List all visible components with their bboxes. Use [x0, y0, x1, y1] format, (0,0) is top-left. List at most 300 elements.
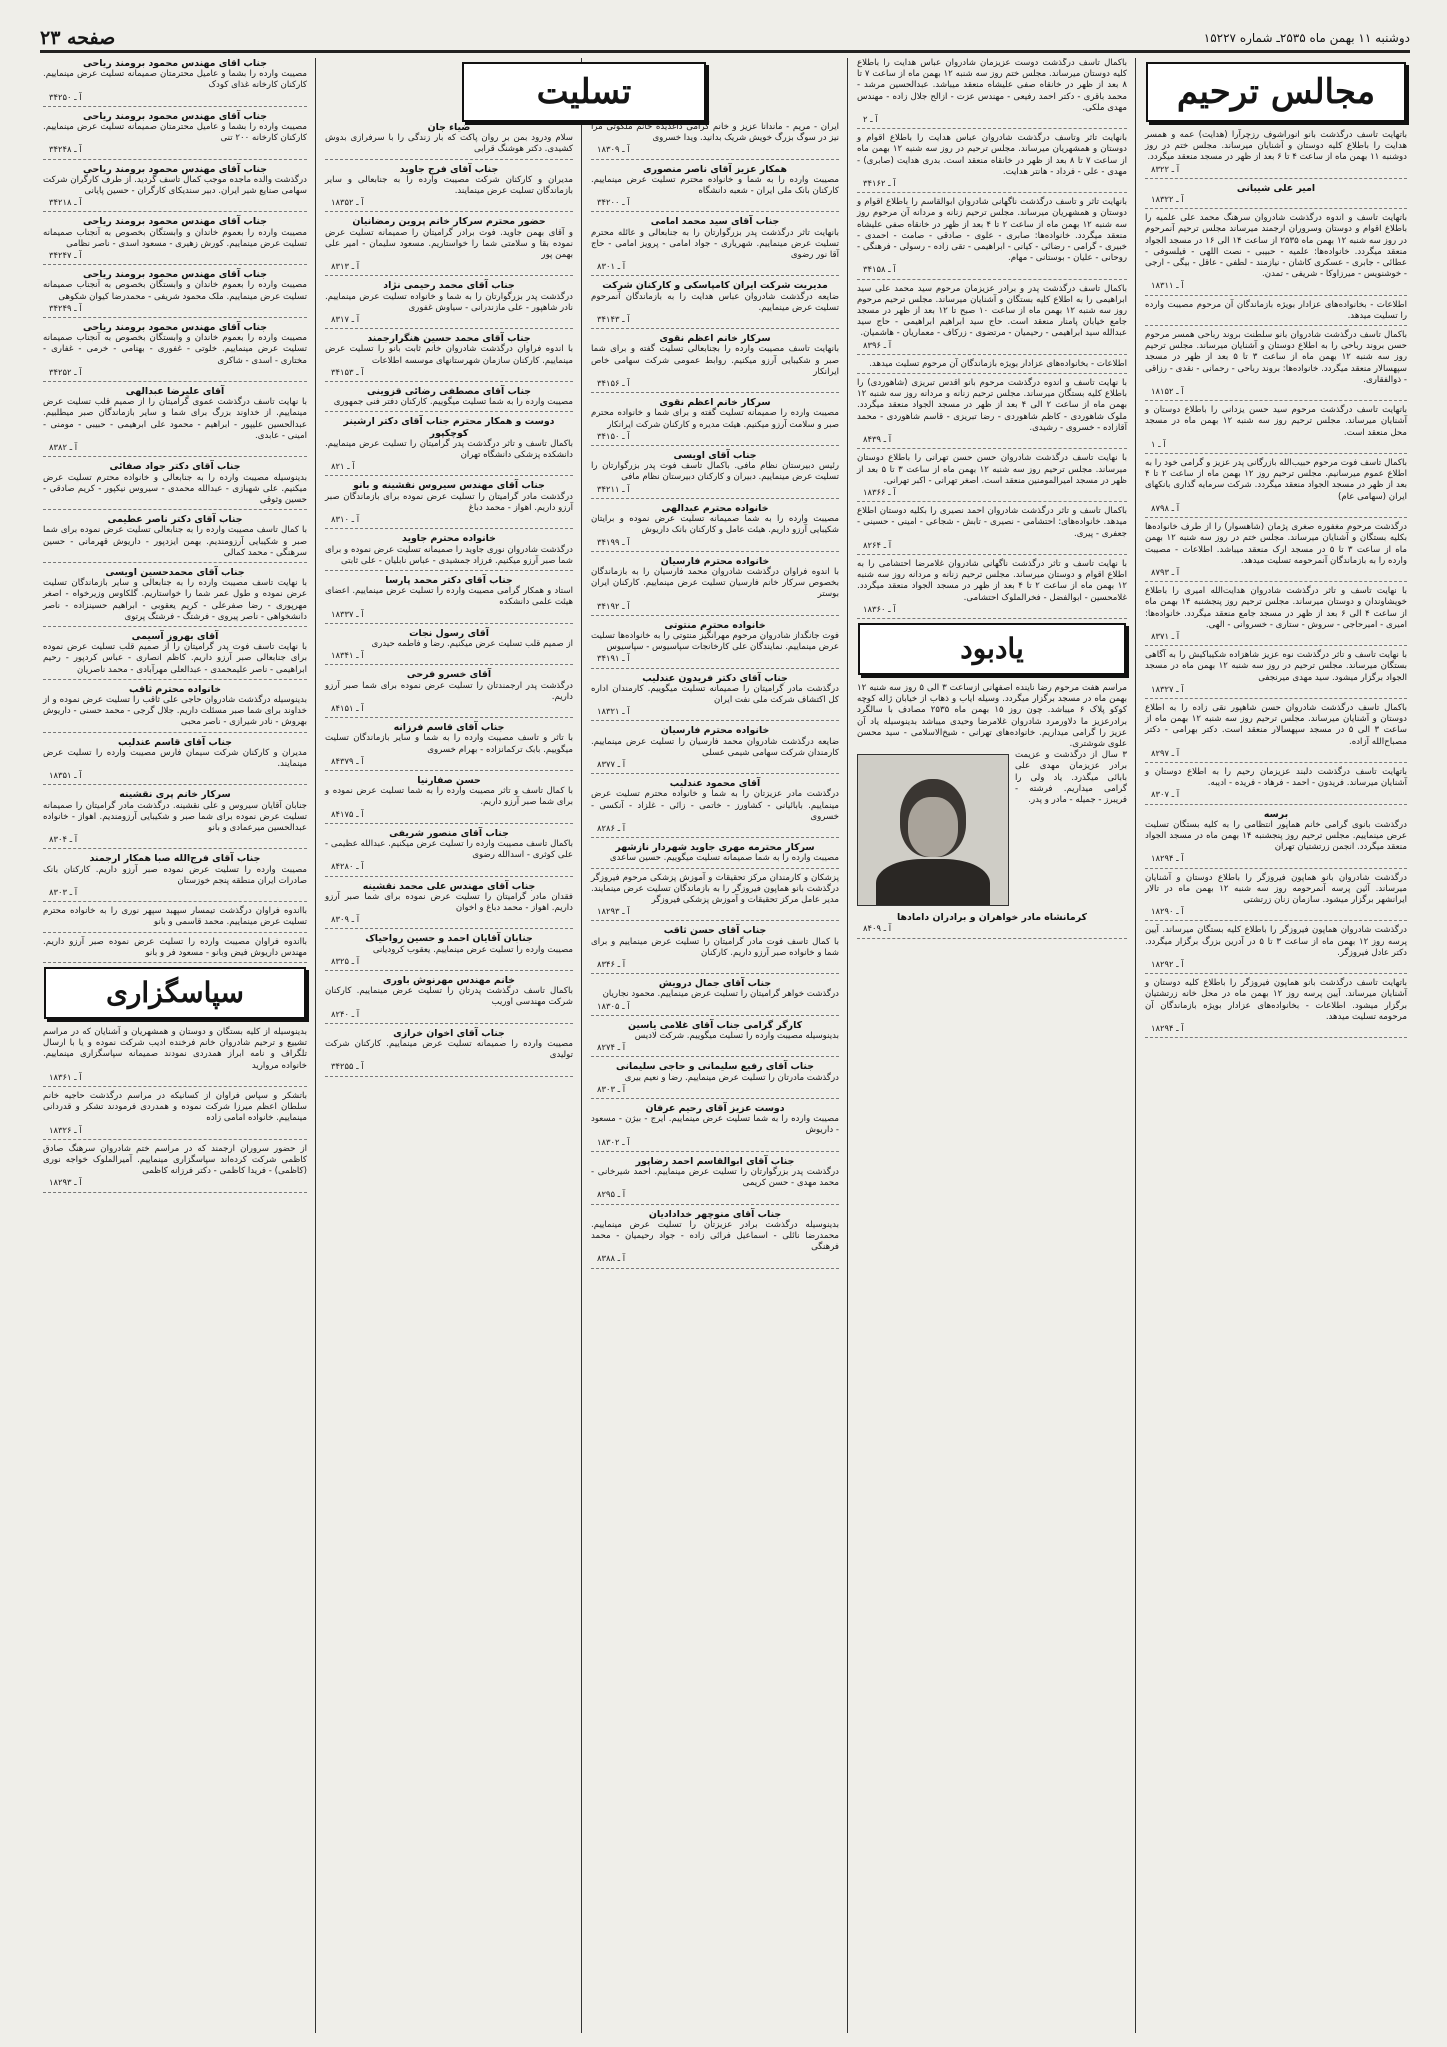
ad-code: آ ـ ۳۴۱۹۱	[597, 653, 630, 664]
ad-code: آ ـ ۱۸۲۹۴	[1151, 853, 1184, 864]
notice-text: با کمال تاسف مصیبت وارده را به جنابعالی تسلیت عرض نموده برای شما صبر و شکیبایی آرزومندیم. بهمن ایزدپور - داریوش قهرمانی - حسین سرهنگی - محمد کمالی	[43, 525, 307, 558]
notice-text: بدینوسیله مصیبت وارده را تسلیت میگوییم. شرکت لادیس	[634, 1031, 839, 1042]
ad-code: آ ـ ۱۸۳۲۱	[597, 706, 630, 717]
ad-code: آ ـ ۸۴۲۸۰	[331, 861, 364, 872]
ad-code: آ ـ ۸۷۹۳	[1151, 566, 1180, 577]
notice	[1145, 650, 1407, 699]
notice-text: باکمال تاسف مصیبت وارده را تسلیت عرض میکنیم. عبدالله عظیمی - علی کوثری - اسدالله رضوی	[325, 838, 573, 861]
notice-heading: جناب آقای قاسم فرزانه	[393, 722, 505, 734]
notice-heading: همکار عزیز آقای ناصر منصوری	[643, 163, 787, 175]
ad-code: آ ـ ۱۸۳۴۱	[331, 650, 364, 661]
notice	[43, 1144, 307, 1193]
notice-text: درگذشت بانوی گرامی خانم هماپور انتظامی را به کلیه بستگان تسلیت عرض مینماییم. مجلس ترحیم روز پنجشنبه ۱۴ بهمن ماه در مسجد الجواد منعقد میگردد. انجمن زرتشتیان تهران	[1145, 819, 1407, 853]
notice-text: مصیبت وارده را تسلیت عرض مینماییم. یعقوب کرودیانی	[372, 944, 573, 955]
notice	[43, 386, 307, 457]
notice-heading: جناب آقای مهندس محمود برومند ریاحی	[83, 269, 267, 281]
notice	[857, 284, 1127, 355]
notice	[591, 1156, 839, 1205]
notice-list	[40, 58, 310, 963]
notice-text: مصیبت وارده را به شما صمیمانه تسلیت عرض نموده و برایتان شکیبایی آرزو داریم. هیئت عامل و کارکنان بانک داریوش	[591, 514, 839, 536]
notice-list	[854, 58, 1130, 619]
notice-heading: جناب آقای منوچهر خداداديان	[648, 1208, 782, 1220]
ad-code: آ ـ ۸۳۲۲	[1151, 163, 1180, 174]
ad-code: آ ـ ۸۷۹۸	[1151, 502, 1180, 513]
page-number: صفحه ۲۳	[40, 27, 116, 49]
notice-heading: برسه	[1263, 808, 1289, 820]
notice	[1145, 130, 1407, 179]
notice-heading: جناب آقای دکتر جواد صفائی	[109, 461, 241, 473]
notice-text: با نهایت تاسف فوت پدر گرامیتان را از صمیم قلب تسلیت عرض نموده برای جنابعالی صبر آرزو داریم. کاظم انصاری - عباس کردپور - رحیم ابراهیمی - ناصر علیمحمدی - عبدالعلی مهرآبادی - محمد ناصریان	[43, 642, 307, 675]
notice-list	[40, 1027, 310, 1193]
notice-text: باتهایت تاسف درگذشت دلبند عزیزمان رحیم را به اطلاع دوستان و آشنایان میرساند. فریدون - احمد - فرهاد - فریده - ادیبه.	[1145, 766, 1407, 789]
notice-heading: جناب آقای سید محمد امامی	[650, 216, 780, 228]
notice-text: با کمال تاسف و تاثر مصیبت وارده را به شما تسلیت عرض نموده و برای شما صبر آرزو داریم.	[325, 786, 573, 808]
notice-text: با اندوه فراوان درگذشت شادروان خانم ثابت بانو را تسلیت عرض مینماییم. کارکنان سازمان شهرستانهای موسسه اطلاعات	[325, 344, 573, 366]
notice	[591, 725, 839, 774]
notice-text: با نهایت تاسف مصیبت وارده را به جنابعالی و سایر بازماندگان تسلیت عرض نموده و طول عمر شما را خواستاریم. گلکاوس وزیرخواه - اصغر مهرپوری - رضا صفرعلی - کریم یعقوبی - ابراهیم حسینزاده - ناصر دانشخواهی - ناصر پیروی - فرشتگ - فرشتگ پرتوی	[43, 578, 307, 622]
notice	[43, 567, 307, 627]
notice-text: بانهایت تاثر درگذشت پدر بزرگوارتان را به جنابعالی و عائله محترم تسلیت عرض مینماییم. شهریاری - جواد امامی - پرویز امامی - حاج آقا نور رضوی	[591, 227, 839, 261]
notice-list	[588, 122, 842, 1269]
notice-text: با اندوه فراوان درگذشت شادروان محمد فارسیان را به بازماندگان بخصوص سرکار خانم فارسیان تسلیت عرض مینماییم. کارکنان ایران بوستر	[591, 566, 839, 600]
notice-text: استاد و همکار گرامی مصیبت وارده را تسلیت عرض مینماییم. اعضای هیئت علمی دانشکده	[325, 586, 573, 608]
notice	[591, 978, 839, 1016]
notice	[325, 669, 573, 718]
notice	[1145, 522, 1407, 582]
notice	[1145, 767, 1407, 805]
notice-text: سلام ودرود بمن بر روان پاکت که بار زندگی را با سرفرازی بدوش کشیدی. دکتر هوشنگ قرابی	[325, 133, 573, 155]
notice-text: مصیبت وارده را بعموم خاندان و وابستگان بخصوص به آنجناب صمیمانه تسلیت عرض مینماییم. کورش زهیری - مسعود اسدی - ناصر نظامی	[43, 227, 307, 249]
notice	[325, 416, 573, 476]
notice	[591, 842, 839, 868]
notice	[1145, 183, 1407, 209]
ad-code: آ ـ ۸۴۳۹	[863, 434, 892, 445]
notice	[43, 322, 307, 382]
ad-code: آ ـ ۱۸۲۹۴	[1151, 1023, 1184, 1034]
notice-text: درگذشت پدر ارجمندتان را تسلیت عرض نموده برای شما صبر آرزو داریم.	[325, 680, 573, 702]
ad-code: آ ـ ۱۸۲۹۳	[49, 1177, 82, 1188]
ad-code: آ ـ ۳۴۲۵۰	[49, 91, 82, 102]
ad-code: آ ـ ۳۴۲۴۹	[49, 302, 82, 313]
notice	[857, 58, 1127, 129]
notice-heading: جناب آقای رفیع سلیمانی و حاجی سلیمانی	[615, 1061, 815, 1073]
notice-heading: خانواده محترم جاوید	[402, 533, 496, 545]
notice	[1145, 458, 1407, 518]
notice	[43, 58, 307, 107]
notice-text: درگذشت خواهر گرامیتان را تسلیت عرض مینماییم. محمود نجاریان	[602, 989, 839, 1000]
column-divider	[315, 58, 316, 2033]
notice-text: جنابان آقایان سیروس و علی نقشینه. درگذشت مادر گرامیتان را صمیمانه تسلیت عرض نموده برای شما صبر و شکیبایی آرزومندیم. اهواز - خانواده عبدالحسین میرعمادی و بانو	[43, 800, 307, 833]
ad-code: آ ـ ۲	[863, 114, 878, 125]
notice-heading: جناب آقای منصور شریفی	[389, 827, 509, 839]
notice	[1145, 586, 1407, 646]
ad-code: آ ـ ۱۸۳۳۷	[331, 608, 364, 619]
notice-text: با نهایت تاسف و تاثر درگذشت شادروان هدایت‌الله امیری را باطلاع خویشاوندان و دوستان میرساند. مجلس ترحیم روز پنجشنبه ۱۴ بهمن ماه از ساعت ۴ الی ۶ بعد از ظهر در مسجد جامع منعقد میگردد. خانواده‌ها: امیری - امیرحاجی - سروش - ستاری - خسروانی - الهی.	[1145, 586, 1407, 630]
notice	[1145, 300, 1407, 326]
notice	[857, 453, 1127, 502]
notice	[1145, 809, 1407, 869]
notice-text: درگذشت شادروان نوری جاوید را صمیمانه تسلیت عرض نموده و برای شما صبر آرزو میکنیم. فرزاد جمشیدی - عباس نابلیان - علی ثابتی	[325, 544, 573, 566]
page-header	[40, 26, 1410, 53]
notice-text: بااندوه فراوان مصیبت وارده را تسلیت عرض نموده صبر آرزو داریم. مهندس داریوش فیض وبانو - مسعود فر و بانو	[43, 936, 307, 958]
column-left	[40, 58, 310, 2033]
notice	[43, 111, 307, 160]
ad-code: آ ـ ۳۴۱۵۰	[597, 430, 630, 441]
notice-text: درگذشت پدر بزرگوارتان را تسلیت عرض مینماییم. احمد شیرخانی - محمد مهدی - حسن کریمی	[591, 1167, 839, 1189]
notice-text: فوت جانگداز شادروان مرحوم مهرانگیز منتوتی را به خانواده‌ها تسلیت عرض مینماییم. نمایندگان علی کارخانجات سپاسیوس - سپاسیوس	[591, 630, 839, 653]
notice	[325, 164, 573, 213]
notice	[591, 1209, 839, 1269]
notice-text: درگذشت مرحوم مغفوره صغری پژمان (شاهسوار) را از طرف خانواده‌ها بکلیه بستگان و آشنایان میرساند. مجلس ختم در روز سه شنبه ۱۲ بهمن ماه از ساعت ۳ تا ۵ در مسجد ارک منعقد میباشد. اطلاعات - مصیبت وارده را به بازماندگان آنمرحومه تسلیت میدهد.	[1145, 522, 1408, 566]
notice	[591, 333, 839, 393]
notice-text: با نهایت تاسف و تاثر درگذشت ناگهانی شادروان غلامرضا احتشامی را به اطلاع اقوام و دوستان میرساند. مجلس ترحیم زنانه و مردانه روز سه شنبه ۱۲ بهمن ماه از ساعت ۲ تا ۴ بعد از ظهر در مسجد الجواد منعقد میگردد. غلامحسین - ابوالفضل - فخرالملوک احتشامی.	[857, 558, 1127, 603]
notice-text: بدینوسیله درگذشت برادر عزیزتان را تسلیت عرض مینماییم. محمدرضا نائلی - اسماعیل فرائی زاده - جواد رحیمیان - محمد فرهنگی	[591, 1219, 839, 1253]
notice	[43, 1091, 307, 1140]
notice-text: مصیبت وارده را صمیمانه تسلیت گفته و برای شما و خانواده محترم صبر و سلامت آرزو میکنیم. هیئت مدیره و کارکنان شرکت ایرانکار	[591, 408, 839, 430]
ad-code: آ ـ ۳۴۲۴۷	[49, 250, 82, 261]
notice-text: مصیبت وارده را تسلیت عرض نموده صبر آرزو داریم. کارکنان بانک صادرات ایران منطقه پنجم خوزستان	[43, 864, 307, 886]
ad-code: آ ـ ۳۴۱۹۲	[597, 600, 630, 611]
notice-text: باتهایت تاسف درگذشت بانو انوراشوف رزچرآرا (هدایت) عمه و همسر هدایت را باطلاع کلیه دوستان و آشنایان میرساند. مجلس ختم در روز دوشنبه ۱۱ بهمن ماه از ساعت ۴ تا ۶ بعد از ظهر در مسجد منعقد میگردد.	[1145, 130, 1407, 163]
notice	[43, 269, 307, 318]
ad-code: آ ـ ۸۳۸۲	[49, 442, 78, 453]
notice	[857, 506, 1127, 555]
notice	[857, 133, 1127, 193]
notice	[591, 873, 839, 922]
notice	[1145, 873, 1407, 922]
ad-code: آ ـ ۱۸۳۱۱	[1151, 280, 1184, 291]
notice	[591, 673, 839, 722]
ad-code: آ ـ ۱۸۳۶۶	[863, 486, 896, 497]
ad-code: آ ـ ۸۲۹۵	[597, 1189, 626, 1200]
notice-text: بااندوه فراوان درگذشت تیمسار سپهبد سپهر نوری را به خانواده محترم تسلیت عرض مینماییم. محمد قاسمی و بانو	[43, 906, 307, 928]
notice-text: بانهایت تاثر و تاسف درگذشت ناگهانی شادروان ابوالقاسم را باطلاع اقوام و دوستان و همشهریان میرساند. مجلس ترحیم زنانه و مردانه آن مرحوم روز سه شنبه ۱۲ بهمن ماه از ساعت ۲ تا ۴ بعد از ظهر در خانقاه صفی علیشاه منعقد میگردد. خانواده‌ها: صابری - علوی - صادقی - صامت - احمدی - خبیری - گرامی - رضائی - کیانی - ابراهیمی - تقی زاده - رسولی - فرهنگی - روحانی - علیان - بوستانی - مهام.	[857, 197, 1127, 264]
notice-text: از حضور سروران ارجمند که در مراسم ختم شادروان سرهنگ صادق کاظمی شرکت کرده‌اند سپاسگزاری مینماییم. آمیرالملوک خواجه نوری (کاظمی) - فریدا کاظمی - دکتر فرزانه کاظمی	[43, 1143, 307, 1177]
notice-heading: جناب آقای دکتر محمد پارسا	[385, 574, 513, 586]
ad-code: آ ـ ۱۸۳۵۲	[331, 197, 364, 208]
notice	[591, 164, 839, 213]
notice	[325, 386, 573, 412]
notice-heading: جناب آقای جمال درویش	[658, 978, 772, 990]
ad-code: آ ـ ۸۲۶۴	[863, 539, 892, 550]
notice	[591, 925, 839, 974]
notice	[591, 1103, 839, 1152]
column-divider	[1135, 58, 1136, 2033]
notice	[325, 1028, 573, 1077]
notice-text: فقدان مادر گرامیتان را تسلیت عرض نموده برای شما صبر آرزو داریم. اهواز - محمد دباغ و اخوان	[325, 891, 573, 913]
notice	[591, 397, 839, 446]
notice-text: با نهایت تاسف و اندوه درگذشت مرحوم بانو اقدس تبریزی (شاهوردی) را باطلاع کلیه بستگان میرساند. مجلس ترحیم زنانه و مردانه روز سه شنبه ۱۲ بهمن ماه از ساعت ۲ الی ۴ بعد از ظهر در مسجد الجواد منعقد میگردد. ملوک شاهوردی - کاظم شاهوردی - رضا تبریزی - قاسم شاهوردی - محمد آقازاده - خسروی - رشیدی.	[857, 378, 1128, 433]
ad-code: آ ـ ۱۸۳۰۲	[597, 1136, 630, 1147]
notice-text: با نهایت تاسف و تاثر درگذشت نوه عزیز شاهزاده شکیباکیش را به آگاهی بستگان میرساند. مجلس ترحیم در روز سه شنبه ۱۲ بهمن ماه در مسجد الجواد برگزار میشود. سید مهدی میرنجفی	[1145, 650, 1408, 683]
notice-text: باتهایت تاسف درگذشت مرحوم سید حسن یزدانی را باطلاع دوستان و آشنایان میرساند. مجلس ترحیم روز سه شنبه ۱۲ بهمن ماه در مسجد محل منعقد است.	[1145, 405, 1407, 438]
notice-text: مصیبت وارده را به شما تسلیت عرض مینماییم. ایرج - بیژن - مسعود - داریوش	[591, 1114, 839, 1136]
section-banner-sepasgozari: سپاسگزاری	[44, 967, 306, 1019]
notice-text: بدینوسیله مصیبت وارده را به جنابعالی و خانواده محترم تسلیت عرض میکنیم. علی شهبازی - عبدالله محمدی - سیروس نیکپور - کریم صادقی - حسین وثوقی	[43, 472, 307, 505]
ad-code: آ ـ ۸۳۹۶	[863, 339, 892, 350]
notice	[325, 975, 573, 1024]
notice-heading: جناب آقای قاسم عندلیب	[118, 736, 232, 748]
ad-code: آ ـ ۱۸۲۹۳	[597, 906, 630, 917]
notice-heading: جناب آقای مهندس سیروس نقشینه و بانو	[353, 480, 545, 492]
notice-text: ضایعه درگذشت شادروان عباس هدایت را به بازماندگان آنمرحوم تسلیت عرض مینماییم.	[591, 291, 839, 313]
notice-text: باکمال تاسف فوت مرحوم حبیب‌الله بازرگانی پدر عزیز و گرامی خود را به اطلاع عموم میرسانیم. مجلس ترحیم روز ۱۲ بهمن ماه از ساعت ۲ تا ۴ بعد از ظهر در مسجد الجواد منعقد میگردد. شرکت سرمایه گذاری بانکهای ایران (سهامی عام)	[1145, 458, 1407, 502]
page-body	[40, 58, 1410, 2033]
ad-code: آ ـ ۸۳۷۷	[597, 758, 626, 769]
notice	[43, 789, 307, 849]
notice-heading: حضور محترم سرکار خانم پروین رمضانیان	[352, 216, 546, 228]
notice	[325, 722, 573, 771]
portrait-photo	[857, 754, 1009, 906]
notice	[325, 216, 573, 276]
notice-heading: مدیریت شرکت ایران کامپاسکی و کارکنان شرکت	[602, 280, 828, 292]
ad-code: آ ـ ۳۴۲۵۵	[331, 1061, 364, 1072]
notice	[43, 164, 307, 213]
ad-code: آ ـ ۸۳۲۵	[331, 955, 360, 966]
ad-code: آ ـ ۳۴۱۵۶	[597, 378, 630, 389]
notice-heading: جناب آقای دکتر ناصر عطیمی	[107, 514, 243, 526]
notice-text: بانهایت تاثر وتاسف درگذشت شادروان عباس هدایت را باطلاع اقوام و دوستان و همشهریان میرساند. مجلس ترحیم در روز سه شنبه ۱۲ بهمن ماه از ساعت ۷ تا ۸ بعد از ظهر در خانقاه منعقد است. بدری هدایت (صابری) - مهدی - علی - فرداد - هانتر هدایت.	[857, 133, 1127, 177]
notice	[43, 906, 307, 932]
ad-code: آ ـ ۸۳۰۴	[49, 834, 78, 845]
notice-text: با نهایت تاسف درگذشت شادروان حسن حسن تهرانی را باطلاع دوستان میرساند. مجلس ترحیم روز سه شنبه ۱۲ بهمن ماه از ساعت ۳ تا ۵ بعد از ظهر در مسجد امیرالمومنین منعقد است. اصغر تهرانی - اکبر تهرانی.	[857, 453, 1127, 486]
notice	[43, 1027, 307, 1087]
notice	[43, 631, 307, 680]
issue-line: دوشنبه ۱۱ بهمن ماه ۲۵۳۵ـ شماره ۱۵۲۲۷	[1203, 31, 1410, 45]
notice-heading: دوست عزیز آقای رحیم عرفان	[645, 1103, 785, 1115]
ad-code: آ ـ ۸۳۸۸	[597, 1253, 626, 1264]
notice-text: مصیبت وارده را بشما و عامیل محترمتان صمیمانه تسلیت عرض مینماییم. کارکنان کارخانه غذای کودک	[43, 69, 307, 91]
notice-text: با تاثر و تاسف مصیبت وارده را به شما و سایر بازماندگان تسلیت میگوییم. بابک ترکمانزاده - بهرام خسروی	[325, 733, 573, 755]
portrait-face	[908, 797, 958, 857]
column-majales-left	[854, 58, 1130, 2033]
yadbood-text: مراسم هفت مرحوم رضا ناینده اصفهانی ازساعت ۳ الی ۵ روز سه شنبه ۱۲ بهمن ماه در مسجد برگزار میگردد. وسیله ایاب و ذهاب از خیابان ژاله کوچه کوکو پلاک ۶ میباشد. چون روز ۱۵ بهمن ماه ۲۵۳۵ مصادف با سالگرد برادرعزیز ما دلاورمرد شادروان غلامرضا وحیدی میباشد بدینوسیله یاد آن عزیز را گرامی میداریم. خانواده‌های تهرانی - شیخ‌الاسلامی - سید محسن علوی شوشتری.	[857, 682, 1127, 749]
notice-text: رئیس دبیرستان نظام مافی. باکمال تاسف فوت پدر بزرگوارتان را تسلیت عرض مینماییم. دبیران و کارکنان دبیرستان نظام مافی	[591, 461, 839, 483]
column-tasliat-right	[588, 58, 842, 2033]
yadbood-text-2: ۳ سال از درگذشت و عزیمت برادر عزیزمان مهدی علی بابائی میگذرد. یاد ولی را گرامی میداریم. فرشته - فریبرز - جمیله - مادر و پدر.	[1015, 750, 1127, 805]
notice-text: باکمال تاسف درگذشت دوست عزیزمان شادروان عباس هدایت را باطلاع کلیه دوستان میرساند. مجلس ختم روز سه شنبه ۱۲ بهمن ماه از ساعت ۷ تا ۸ بعد از ظهر در خانقاه صفی علیشاه منعقد میباشد. عبدالحسین مرشد - محمد باقری - دکتر احمد رفیعی - مهندس عزت - ازالح جلال زاده - مهندس مهدی ملکی.	[857, 58, 1127, 113]
notice-text: باتهایت تاسف و اندوه درگذشت شادروان سرهنگ محمد علی علمیه را باطلاع اقوام و دوستان وسروران ارجمند میرساند مجلس ترحیم آنمرحوم در روز سه شنبه ۱۲ بهمن ماه ۲۵۳۵ از ساعت ۱۴ الی ۱۶ در مسجد الجواد منعقد میگردد. خانواده‌ها: علمیه - حبیبی - نصت اللهی - فیلسوفی - عطائی - جابری - عسکری کاشان - نیازمند - لطفی - عاقل - بیگی - ارجی - خوشنویس - میرزاوکا - شریفی - تمدن.	[1145, 213, 1407, 280]
notice-heading: خانواده محترم منتوتی	[664, 619, 766, 631]
notice-text: با نهایت تاسف درگذشت عموی گرامیتان را از صمیم قلب تسلیت عرض مینماییم. از خداوند بزرگ برای شما و سایر بازماندگان صبر میطلبیم. عبدالحسین علیپور - ابراهیم - محمود علی ابرهیمی - حبیبی - مومنی - امینی - عابدی.	[43, 397, 307, 441]
notice-heading: سرکار محترمه مهری جاوید شهردار نازشهر	[615, 842, 815, 854]
notice	[591, 280, 839, 329]
notice-text: بدینوسیله از کلیه بستگان و دوستان و همشهریان و آشنایان که در مراسم تشییع و ترحیم شادروان خانم فرخنده ادیب شرکت نموده و یا با ارسال تلگراف و نامه ابراز همدردی نمودند صمیمانه سپاسگزاری مینماییم. خانواده مروارید	[43, 1027, 307, 1071]
notice-heading: آقای خسرو فرحی	[406, 669, 492, 681]
ad-code: آ ـ ۳۴۲۵۲	[49, 366, 82, 377]
notice	[857, 559, 1127, 619]
section-banner-yadbood: یادبود	[858, 623, 1126, 675]
ad-code: آ ـ ۳۴۱۵۳	[331, 366, 364, 377]
column-tasliat-left	[322, 58, 576, 2033]
notice-heading: جناب آقای مهندس محمود برومند ریاحی	[83, 216, 267, 228]
ad-code: آ ـ ۸۳۰۷	[1151, 789, 1180, 800]
notice	[1145, 925, 1407, 974]
notice	[1145, 330, 1407, 401]
ad-code: آ ـ ۸۴۰۹	[863, 923, 892, 934]
notice	[857, 197, 1127, 279]
notice-text: ضایعه درگذشت شادروان محمد فارسیان را تسلیت عرض مینماییم. کارمندان شرکت سهامی شیمی عسلی	[591, 736, 839, 758]
notice-heading: جناب آقای فرج‌الله صبا همکار ارجمند	[89, 853, 261, 865]
ad-code: آ ـ ۸۴۱۵۱	[331, 702, 364, 713]
ad-code: آ ـ ۳۴۱۹۹	[597, 536, 630, 547]
notice	[591, 778, 839, 838]
notice-text: اطلاعات - بخانواده‌های عزادار بویژه بازماندگان آن مرحوم تسلیت میدهد.	[869, 358, 1127, 369]
ad-code: آ ـ ۸۳۰۱	[597, 261, 626, 272]
ad-code: آ ـ ۱۸۳۵۱	[49, 770, 82, 781]
notice-list	[1142, 130, 1410, 1038]
notice-heading: جناب آقای مهندس محمود برومند ریاحی	[83, 163, 267, 175]
notice-heading: خانواده محترم عبدالهی	[661, 502, 769, 514]
notice	[325, 828, 573, 877]
notice-heading: جناب آقای مهندس محمود برومند ریاحی	[83, 322, 267, 334]
ad-code: آ ـ ۱	[1151, 438, 1166, 449]
notice-text: درگذشت مادر عزیزتان را به شما و خانواده محترم تسلیت عرض مینماییم. بابائیانی - کشاورز - خاتمی - زائی - غلزاد - آنکسی - خسروی	[591, 789, 839, 822]
yadbood-caption: کرمانشاه مادر خواهران و برادران دامادها	[897, 912, 1087, 924]
notice	[325, 533, 573, 571]
notice-heading: خانم مهندس مهرنوش باوری	[382, 975, 516, 986]
notice-heading: آقای رسول نجات	[409, 627, 489, 639]
notice-heading: جناب آقای دکتر فریدون عندلیب	[642, 672, 788, 684]
ad-code: آ ـ ۸۲۹۷	[1151, 747, 1180, 758]
ad-code: آ ـ ۸۳۰۳	[49, 887, 78, 897]
notice	[1145, 405, 1407, 454]
notice-heading: امیر علی شیبانی	[1236, 182, 1316, 194]
notice-heading: خانواده محترم فارسیان	[660, 725, 770, 737]
ad-code: آ ـ ۱۸۳۲۷	[1151, 683, 1184, 694]
notice	[325, 775, 573, 824]
ad-code: آ ـ ۸۳۰۳	[597, 1083, 626, 1094]
ad-code: آ ـ ۱۸۲۹۰	[1151, 906, 1184, 917]
ad-code: آ ـ ۸۲۷۴	[597, 1042, 626, 1053]
notice-heading: جنابان آقایان احمد و حسین رواحیاک	[365, 933, 533, 945]
notice	[1145, 213, 1407, 295]
ad-code: آ ـ ۸۲۴۰	[331, 1008, 360, 1019]
notice-text: و آقای بهمن جاوید. فوت برادر گرامیتان را صمیمانه تسلیت عرض نموده بقا و سلامتی شما را خواستاریم. مسعود سلیمان - امیر علی بهمن پور	[325, 227, 573, 261]
notice-heading: جناب آقای مهندس محمود برومند ریاحی	[83, 58, 267, 69]
ad-code: آ ـ ۸۴۱۷۵	[331, 808, 364, 819]
notice-list	[322, 122, 576, 1077]
notice	[43, 461, 307, 510]
notice	[325, 280, 573, 329]
ad-code: آ ـ ۳۴۱۵۸	[863, 264, 896, 275]
ad-code: آ ـ ۸۳۱۰	[331, 514, 360, 525]
notice	[857, 359, 1127, 374]
notice	[325, 122, 573, 160]
notice-text: اطلاعات - بخانواده‌های عزادار بویژه بازماندگان آن مرحوم مصیبت وارده را تسلیت میدهد.	[1145, 299, 1407, 321]
column-divider	[581, 58, 582, 2033]
ad-code: آ ـ ۸۲۱	[331, 461, 355, 472]
notice	[591, 1061, 839, 1099]
notice-text: درگذشت مادرتان را تسلیت عرض مینماییم. رضا و نعیم بیری	[624, 1072, 839, 1083]
notice	[591, 122, 839, 160]
notice	[325, 480, 573, 529]
notice-heading: کارگر گرامی جناب آقای غلامی یاسین	[627, 1019, 803, 1031]
notice-text: مصیبت وارده را به شما تسلیت میگوییم. کارکنان دفتر فنی جمهوری	[333, 397, 573, 408]
ad-code: آ ـ ۸۳۱۷	[331, 314, 360, 325]
notice-heading: سرکار خانم اعظم نقوی	[659, 333, 771, 345]
notice-text: مصیبت وارده را بعموم خاندان و وابستگان بخصوص به آنجناب صمیمانه تسلیت عرض مینماییم. خلوتی - غفوری - بهنامی - خرمی - غفاری - مختاری - اسدی - شاکری	[43, 333, 307, 366]
notice-text: از صمیم قلب تسلیت عرض میکنیم. رضا و فاطمه حیدری	[371, 638, 573, 649]
notice	[1145, 978, 1407, 1038]
notice-heading: جناب آقای محمدحسین اویسی	[105, 566, 245, 578]
notice-heading: آقای علیرضا عبدالهی	[125, 386, 225, 398]
notice	[591, 450, 839, 499]
ad-code: آ ـ ۳۴۱۴۳	[597, 314, 630, 325]
notice	[43, 684, 307, 733]
notice-heading: سرکار خانم پری نقشینه	[119, 789, 231, 801]
yadbood-photo-row	[857, 750, 1127, 912]
notice-heading: جناب آقای اویسی	[673, 450, 757, 462]
notice	[325, 575, 573, 624]
notice-heading: جناب آقای مهندس محمود برومند ریاحی	[83, 110, 267, 122]
notice	[43, 514, 307, 563]
notice	[325, 333, 573, 382]
notice	[43, 737, 307, 786]
notice-heading: جناب آقای مهندس علی محمد نقشینه	[362, 880, 536, 892]
notice-text: مدیران و کارکنان شرکت سیمان فارس مصیبت وارده را تسلیت عرض مینمایند.	[43, 747, 307, 769]
notice-text: درگذشت مادر گرامیتان را تسلیت عرض نموده برای بازماندگان صبر آرزو داریم. اهواز - محمد دباغ	[325, 491, 573, 513]
notice-text: ایران - مریم - ماندانا عزیز و خانم گرامی داغدیده خانم ملکوتی مرا نیز در سوگ بزرگ خویش شریک بدانید. ویدا خسروی	[591, 122, 839, 144]
notice-heading: ضیاء جان	[427, 122, 471, 133]
ad-code: آ ـ ۱۸۱۵۲	[1151, 386, 1184, 397]
notice-heading: خانواده محترم ثاقب	[129, 683, 221, 695]
ad-code: آ ـ ۳۴۲۱۸	[49, 197, 82, 208]
notice-text: مصیبت وارده را بعموم خاندان و وابستگان بخصوص به آنجناب صمیمانه تسلیت عرض مینماییم. ملک محمود شریفی - محمدرضا کیوان شکوهی	[43, 280, 307, 302]
section-banner-tasliat: تسلیت	[462, 62, 706, 122]
portrait-body	[876, 859, 990, 906]
notice	[591, 503, 839, 552]
notice	[857, 378, 1127, 449]
ad-code: آ ـ ۳۴۲۴۸	[49, 144, 82, 155]
notice-text: مصیبت وارده را بشما و عامیل محترمتان صمیمانه تسلیت عرض مینماییم. کارکنان کارخانه ۲۰۰ تنی	[43, 122, 307, 144]
ad-code: آ ـ ۳۴۲۱۱	[597, 483, 630, 494]
notice	[591, 1020, 839, 1058]
ad-code: آ ـ ۱۸۳۶۰	[863, 603, 896, 614]
ad-code: آ ـ ۸۴۳۷۹	[331, 755, 364, 766]
notice	[43, 853, 307, 902]
notice	[43, 937, 307, 963]
notice-text: باکمال تاسف درگذشت پدرتان را تسلیت عرض مینماییم. کارکنان شرکت مهندسی اوریب	[325, 986, 573, 1008]
yadbood-notice	[857, 683, 1127, 939]
notice	[591, 216, 839, 276]
section-banner-majales-tarhim: مجالس ترحیم	[1146, 62, 1406, 122]
notice-text: باکمال تاسف درگذشت شادروان بانو سلطنت بروند رباحی همسر مرحوم حسن بروند رباحی را به اطلاع دوستان و آشنایان میرساند. مجلس ترحیم روز سه شنبه ۱۲ بهمن ماه از ساعت ۳ تا ۵ بعد از ظهر در مسجد سپهسالار منعقد میگردد. خانواده‌ها: بروند رباحی - رحمانی - نقدی - رزاقی - ذوالفقاری.	[1145, 330, 1408, 385]
notice-text: بانهایت تاسف مصیبت وارده را بجنابعالی تسلیت گفته و برای شما صبر و شکیبایی آرزو میکنیم. روابط عمومی شرکت سهامی خاص ایرانکار	[591, 344, 839, 377]
ad-code: آ ـ ۸۲۸۶	[597, 822, 626, 833]
notice-text: با کمال تاسف فوت مادر گرامیتان را تسلیت عرض مینماییم و برای شما و خانواده صبر آرزو داریم. کارکنان	[591, 936, 839, 958]
notice-text: باکمال تاسف درگذشت شادروان حسن شاهپور نقی زاده را به اطلاع دوستان و آشنایان میرساند. مجلس ترحیم روز سه شنبه ۱۲ بهمن ماه از ساعت ۳ الی ۵ در مسجد سپهسالار منعقد است. دکتر بهرامی - دکتر مصباح‌الله آزاده.	[1145, 702, 1407, 747]
notice-text: مصیبت وارده را صمیمانه تسلیت عرض مینماییم. کارکنان شرکت تولیدی	[325, 1039, 573, 1061]
ad-code: آ ـ ۱۸۳۲۲	[1151, 194, 1184, 205]
notice-text: باکمال تاسف درگذشت پدر و برادر عزیزمان مرحوم سید محمد علی سید ابراهیمی را به اطلاع کلیه بستگان و آشنایان میرساند. مجلس ترحیم مرحوم روز سه شنبه ۱۲ بهمن ماه از ساعت ۱۰ صبح تا ۱۲ بعد از ظهر در مسجد جامع خیابان پامنار منعقد است. حاج سید ابراهیم ابراهیمی - حاج سید عبدالله سید ابراهیمی - رحیمیان - مرتضوی - زرکاف - معماریان - هاشمیان.	[857, 283, 1128, 339]
notice-text: درگذشت شادروان هماپون فیروزگر را باطلاع کلیه بستگان میرساند. آیین پرسه روز ۱۲ بهمن ماه از ساعت ۳ تا ۵ در آدرین بزرگ برگزار میگردد. دکتر عادل فیروزگر.	[1145, 925, 1407, 958]
ad-code: آ ـ ۳۴۱۶۲	[863, 178, 896, 189]
notice-heading: خانواده محترم فارسیان	[660, 555, 770, 567]
notice-text: مصیبت وارده را به شما صمیمانه تسلیت میگوییم. حسین ساعدی	[609, 853, 839, 864]
ad-code: آ ـ ۱۸۳۲۶	[49, 1124, 82, 1135]
ad-code: آ ـ ۸۳۷۱	[1151, 630, 1180, 641]
notice-heading: جناب آقای اخوان خرازی	[393, 1027, 505, 1039]
notice-text: درگذشت مادر گرامیتان را صمیمانه تسلیت میگوییم. کارمندان اداره کل اکتشاف شرکت ملی نفت ایران	[591, 683, 839, 705]
notice-text: درگذشت پدر بزرگوارتان را به شما و خانواده تسلیت عرض مینماییم. نادر شاهپور - علی مازندرانی - سیاوش غفوری	[325, 291, 573, 313]
notice-text: مدیران و کارکنان شرکت مصیبت وارده را به جنابعالی و سایر بازماندگان تسلیت عرض مینمایند.	[325, 174, 573, 197]
notice	[1145, 703, 1407, 763]
column-divider	[847, 58, 848, 2033]
notice-heading: آقای بهروز آسیمی	[131, 630, 219, 642]
notice-heading: جناب آقای مصطفی رضائی قزوینی	[366, 386, 532, 398]
notice-text: باکمال تاسف و تاثر درگذشت شادروان احمد نصیری را بکلیه دوستان اطلاع میدهد. خانواده‌های: احتشامی - نصیری - تابش - شجاعی - امینی - حسینی - جعفری - پیری.	[857, 506, 1127, 539]
